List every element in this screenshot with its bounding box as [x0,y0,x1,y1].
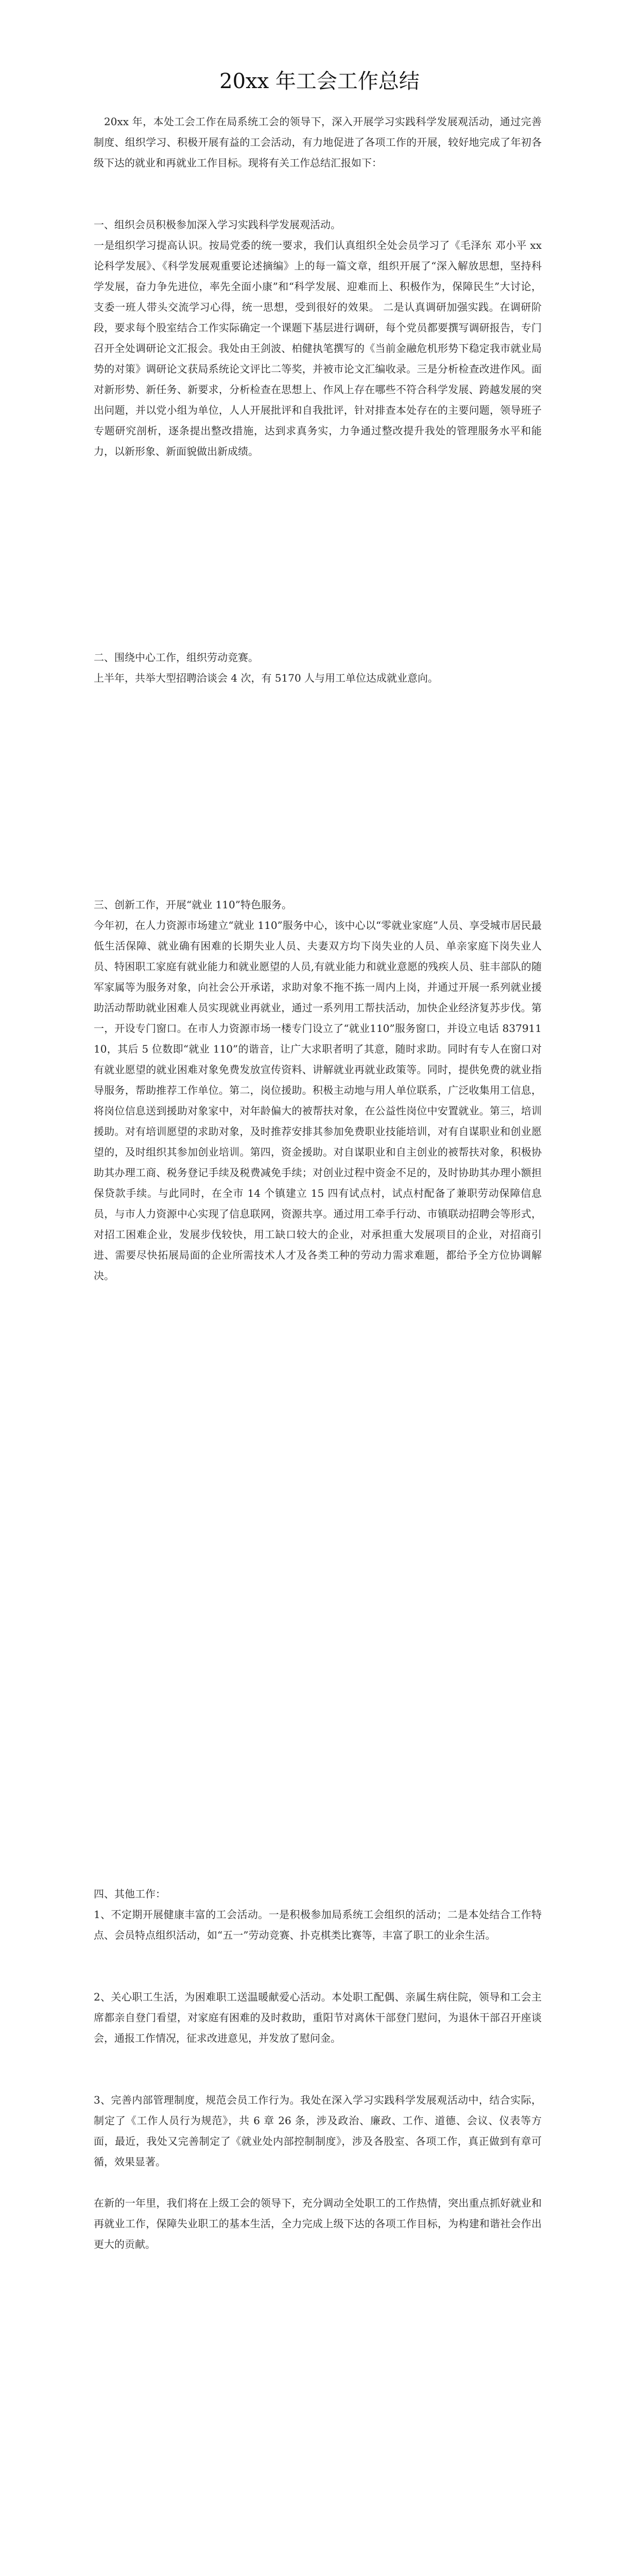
section-heading: 一、组织会员积极参加深入学习实践科学发展观活动。 [94,218,341,231]
section-heading: 三、创新工作，开展“就业 110”特色服务。 [94,899,292,911]
intro-paragraph: 20xx 年，本处工会工作在局系统工会的领导下，深入开展学习实践科学发展观活动，通过完善制度、组织学习、积极开展有益的工会活动，有力地促进了各项工作的开展，较好地完成了年初各级下达的就业和再就业工作目标。现将有关工作总结汇报如下： [94,115,542,169]
body-paragraph: 上半年，共举大型招聘洽谈会 4 次，有 5170 人与用工单位达成就业意向。 [94,672,439,684]
body-paragraph: 一是组织学习提高认识。按局党委的统一要求，我们认真组织全处会员学习了《毛泽东 邓小平 xx论科学发展》、《科学发展观重要论述摘编》上的每一篇文章，组织开展了“深入解放思想，坚持科学发展，奋力争先进位，率先全面小康”和“科学发展、迎难而上、积极作为，保障民生”大讨论，支委一班人带头交流学习心得，统一思想，受到很好的效果。 二是认真调研加强实践。在调研阶段，要求每个股室结合工作实际确定一个课题下基层进行调研，每个党员都要撰写调研报告，专门召开全处调研论文汇报会。我处由王剑波、柏健执笔撰写的《当前金融危机形势下稳定我市就业局势的对策》调研论文获局系统论文评比二等奖，并被市论文汇编收录。三是分析检查改进作风。面对新形势、新任务、新要求，分析检查在思想上、作风上存在哪些不符合科学发展、跨越发展的突出问题，并以党小组为单位，人人开展批评和自我批评，针对排查本处存在的主要问题，领导班子专题研究剖析，逐条提出整改措施，达到求真务实，力争通过整改提升我处的管理服务水平和能力，以新形象、新面貌做出新成绩。 [94,239,542,457]
body-paragraph: 今年初，在人力资源市场建立“就业 110”服务中心，该中心以“零就业家庭”人员、享受城市居民最低生活保障、就业确有困难的长期失业人员、夫妻双方均下岗失业的人员、单亲家庭下岗失业人员、特困职工家庭有就业能力和就业愿望的人员,有就业能力和就业意愿的残疾人员、驻丰部队的随军家属等为服务对象，向社会公开承诺，求助对象不拖不拣一周内上岗，并通过开展一系列就业援助活动帮助就业困难人员实现就业再就业，通过一系列用工帮扶活动，加快企业经济复苏步伐。第一，开设专门窗口。在市人力资源市场一楼专门设立了“就业110”服务窗口，并设立电话 83791110，其后 5 位数即“就业 110”的谐音，让广大求职者明了其意，随时求助。同时有专人在窗口对有就业愿望的就业困难对象免费发放宣传资料、讲解就业再就业政策等。同时，提供免费的就业指导服务，帮助推荐工作单位。第二，岗位援助。积极主动地与用人单位联系，广泛收集用工信息，将岗位信息送到援助对象家中，对年龄偏大的被帮扶对象，在公益性岗位中安置就业。第三，培训援助。对有培训愿望的求助对象，及时推荐安排其参加免费职业技能培训，对有自谋职业和创业愿望的，及时组织其参加创业培训。第四，资金援助。对自谋职业和自主创业的被帮扶对象，积极协助其办理工商、税务登记手续及税费减免手续；对创业过程中资金不足的，及时协助其办理小额担保贷款手续。与此同时，在全市 14 个镇建立 15 四有试点村，试点村配备了兼职劳动保障信息员，与市人力资源中心实现了信息联网，资源共享。通过用工牵手行动、市镇联动招聘会等形式，对招工困难企业，发展步伐较快，用工缺口较大的企业，对承担重大发展项目的企业，对招商引进、需要尽快拓展局面的企业所需技术人才及各类工种的劳动力需求难题，都给予全方位协调解决。 [94,919,542,1282]
list-item: 2、关心职工生活，为困难职工送温暖献爱心活动。本处职工配偶、亲属生病住院，领导和工会主席都亲自登门看望，对家庭有困难的及时救助，重阳节对离休干部登门慰问，为退休干部召开座谈会，通报工作情况，征求改进意见，并发放了慰问金。 [94,1991,542,2044]
section-heading: 四、其他工作： [94,1888,166,1900]
section-heading: 二、围绕中心工作，组织劳动竞赛。 [94,651,258,664]
list-item: 1、不定期开展健康丰富的工会活动。一是积极参加局系统工会组织的活动；二是本处结合工作特点、会员特点组织活动，如“五一”劳动竞赛、扑克棋类比赛等，丰富了职工的业余生活。 [94,1908,542,1941]
list-item: 3、完善内部管理制度，规范会员工作行为。我处在深入学习实践科学发展观活动中，结合实际，制定了《工作人员行为规范》，共 6 章 26 条，涉及政治、廉政、工作、道德、会议、仪表等方面，最近，我处又完善制定了《就业处内部控制制度》，涉及各股室、各项工作，真正做到有章可循，效果显著。 [94,2094,542,2168]
document-title: 20xx 年工会工作总结 [219,70,420,93]
closing-paragraph: 在新的一年里，我们将在上级工会的领导下，充分调动全处职工的工作热情，突出重点抓好就业和再就业工作，保障失业职工的基本生活，全力完成上级下达的各项工作目标，为构建和谐社会作出更大的贡献。 [94,2197,542,2250]
